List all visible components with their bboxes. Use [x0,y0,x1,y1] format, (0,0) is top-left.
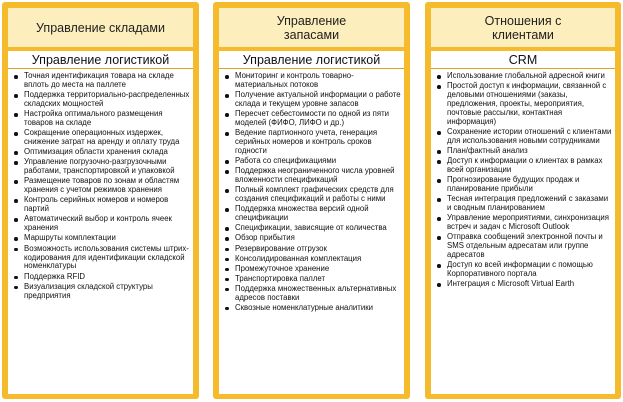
list-item [12,129,191,147]
list-item [12,72,191,90]
list-item [223,72,402,90]
bullet-icon [437,75,441,79]
list-item [435,280,613,289]
bullet-icon [14,113,18,117]
list-item-text: Сквозные номенклатурные аналитики [235,302,373,312]
column-warehouse-management [2,2,199,399]
column-subheader: Управление логистикой [219,51,404,69]
list-item [223,245,402,254]
list-item [435,195,613,213]
bullet-icon [225,268,229,272]
list-item [223,186,402,204]
list-item [223,110,402,128]
list-item-text: Ведение партионного учета, генерация серийных номеров и контроль сроков годности [235,128,378,156]
bullet-icon [225,75,229,79]
list-item [12,234,191,243]
list-item-text: Возможность использования системы штрих-кодирования для идентификации складской номенклатуры [24,243,189,271]
bullet-icon [225,288,229,292]
list-item-text: Размещение товаров по зонам и областям хранения с учетом режимов хранения [24,176,180,195]
feature-list [8,69,193,301]
bullet-icon [14,132,18,136]
list-item-text: Работа со спецификациями [235,156,337,166]
list-item-text: Полный комплект графических средств для создания спецификаций и работы с ними [235,185,394,204]
list-item-text: Сохранение истории отношений с клиентами для использования новыми сотрудниками [447,127,612,145]
bullet-icon [437,236,441,240]
bullet-icon [14,151,18,155]
list-item [223,91,402,109]
column-body [431,51,615,394]
bullet-icon [437,264,441,268]
bullet-icon [225,227,229,231]
list-item-text: Интеграция с Microsoft Virtual Earth [447,279,575,289]
list-item [223,265,402,274]
list-item-text: Настройка оптимального размещения товаров на складе [24,109,163,128]
bullet-icon [437,150,441,154]
list-item-text: Спецификации, зависящие от количества [235,223,387,233]
column-header: Управление запасами [219,8,404,47]
list-item [435,72,613,81]
list-item-text: Тесная интеграция предложений с заказами и сводным планированием [447,194,609,213]
bullet-icon [225,208,229,212]
bullet-icon [14,286,18,290]
list-item-text: Сокращение операционных издержек, снижение затрат на аренду и оплату труда [24,128,180,147]
column-body [8,51,193,394]
list-item-text: Визуализация складской структуры предприятия [24,281,153,300]
list-item [223,255,402,264]
feature-list [431,69,615,289]
list-item [12,91,191,109]
bullet-icon [14,237,18,241]
list-item [223,285,402,303]
list-item [223,304,402,313]
list-item [223,167,402,185]
list-item-text: Пересчет себестоимости по одной из пяти моделей (ФИФО, ЛИФО и др.) [235,109,389,128]
bullet-icon [437,179,441,183]
list-item [12,148,191,157]
bullet-icon [225,160,229,164]
bullet-icon [225,94,229,98]
bullet-icon [14,276,18,280]
bullet-icon [437,283,441,287]
bullet-icon [437,217,441,221]
list-item [435,214,613,232]
column-header: Управление складами [8,8,193,47]
list-item [223,224,402,233]
bullet-icon [437,198,441,202]
list-item [223,129,402,156]
bullet-icon [225,132,229,136]
list-item-text: Поддержка множества версий одной спецификации [235,204,369,223]
list-item-text: Контроль серийных номеров и номеров партий [24,195,169,214]
list-item [12,215,191,233]
list-item [12,110,191,128]
bullet-icon [225,278,229,282]
bullet-icon [14,75,18,79]
list-item-text: Прогнозирование будущих продаж и планирование прибыли [447,175,580,194]
list-item [435,233,613,260]
feature-list [219,69,404,313]
list-item-text: Использование глобальной адресной книги [447,71,605,80]
list-item [223,275,402,284]
list-item-text: Промежуточное хранение [235,263,330,273]
list-item-text: Доступ ко всей информации с помощью Корпоративного портала [447,260,593,279]
bullet-icon [225,189,229,193]
list-item-text: Поддержка неограниченного числа уровней вложенности спецификаций [235,166,395,185]
bullet-icon [225,258,229,262]
list-item-text: Управление мероприятиями, синхронизация встреч и задач с Microsoft Outlook [447,213,609,232]
list-item [435,176,613,194]
bullet-icon [437,85,441,89]
list-item-text: Автоматический выбор и контроль ячеек хранения [24,214,172,233]
list-item-text: Точная идентификация товара на складе вплоть до места на паллете [24,71,174,89]
list-item [223,205,402,223]
bullet-icon [14,199,18,203]
list-item-text: Поддержка RFID [24,271,86,281]
list-item-text: Маршруты комплектации [24,233,116,243]
list-item [435,82,613,127]
column-header: Отношения с клиентами [431,8,615,47]
column-body [219,51,404,394]
bullet-icon [14,248,18,252]
list-item [12,196,191,214]
list-item [435,157,613,175]
bullet-icon [437,131,441,135]
list-item-text: Доступ к информации о клиентах в рамках всей организации [447,156,603,175]
list-item [223,234,402,243]
bullet-icon [14,180,18,184]
list-item-text: План/фактный анализ [447,146,528,156]
bullet-icon [225,307,229,311]
list-item [435,128,613,146]
list-item-text: Консолидированная комплектация [235,253,362,263]
list-item-text: Оптимизация области хранения склада [24,147,168,157]
list-item [435,261,613,279]
list-item-text: Получение актуальной информации о работе склада и текущем уровне запасов [235,90,401,108]
list-item-text: Отправка сообщений электронной почты и SMS отдельным адресатам или группе адресатов [447,232,603,260]
bullet-icon [225,237,229,241]
bullet-icon [225,113,229,117]
list-item-text: Резервирование отгрузок [235,243,327,253]
bullet-icon [225,248,229,252]
bullet-icon [225,170,229,174]
column-subheader: Управление логистикой [8,51,193,69]
bullet-icon [437,160,441,164]
column-customer-relations [425,2,621,399]
list-item-text: Простой доступ к информации, связанной с деловыми отношениями (заказы, предложения, проекты, мероприятия, почтовые рассылки, контактная информация) [447,81,607,126]
list-item-text: Обзор прибытия [235,233,295,243]
list-item [435,147,613,156]
list-item [12,283,191,301]
column-subheader: CRM [431,51,615,69]
list-item-text: Поддержка территориально-распределенных складских мощностей [24,90,190,108]
column-inventory-management [213,2,410,399]
list-item-text: Управление погрузочно-разгрузочными работами, транспортировкой и упаковкой [24,157,175,176]
list-item [223,157,402,166]
bullet-icon [14,161,18,165]
list-item [12,273,191,282]
list-item [12,245,191,272]
list-item [12,177,191,195]
list-item-text: Поддержка множественных альтернативных адресов поставки [235,283,397,302]
bullet-icon [14,218,18,222]
bullet-icon [14,94,18,98]
list-item [12,158,191,176]
list-item-text: Транспортировка паллет [235,273,326,283]
list-item-text: Мониторинг и контроль товарно-материальных потоков [235,71,354,89]
